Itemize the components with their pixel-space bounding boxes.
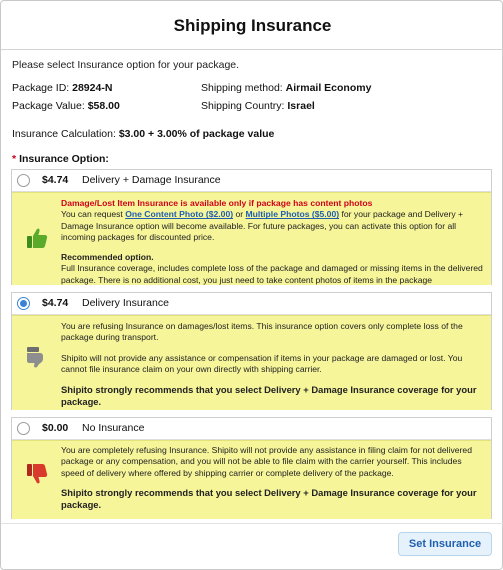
option-details — [12, 440, 491, 519]
intro-text: Please select Insurance option for your package. — [12, 59, 240, 71]
insurance-option-label: * Insurance Option: — [12, 153, 109, 165]
option-price: $0.00 — [42, 422, 69, 434]
shipping-method-label: Shipping method: — [201, 82, 283, 94]
recommendation-text: Shipito strongly recommends that you select Delivery + Damage Insurance coverage for your package. — [61, 486, 477, 510]
package-id-label: Package ID: — [12, 82, 70, 94]
recommended-title: Recommended option. — [61, 252, 154, 263]
multiple-photos-link[interactable]: Multiple Photos ($5.00) — [245, 209, 340, 220]
option-details — [12, 192, 491, 285]
package-value-label: Package Value: — [12, 100, 85, 112]
package-value-amount: $58.00 — [87, 100, 120, 112]
option-description — [61, 198, 484, 286]
thumbs-up-icon — [26, 227, 48, 249]
delivery-coverage-text: You are refusing Insurance on damages/lost items. This insurance option covers only complete loss of the package during transport. — [61, 321, 463, 343]
shipping-method — [201, 82, 371, 94]
content-photo-warning: Damage/Lost Item Insurance is available only if package has content photos — [61, 198, 373, 208]
one-content-photo-link[interactable]: One Content Photo ($2.00) — [125, 209, 234, 220]
radio-delivery[interactable] — [17, 297, 30, 310]
option-name: No Insurance — [82, 422, 145, 434]
required-marker: * — [12, 153, 17, 165]
calc-value: $3.00 + 3.00% of package value — [118, 128, 275, 140]
recommendation-text: Shipito strongly recommends that you select Delivery + Damage Insurance coverage for your package. — [61, 384, 477, 408]
option-description — [61, 321, 484, 408]
shipping-country — [201, 100, 315, 112]
insurance-calculation — [12, 128, 274, 140]
option-header[interactable] — [12, 293, 491, 315]
option-name: Delivery Insurance — [82, 297, 169, 309]
shipping-country-value: Israel — [287, 100, 315, 112]
thumbs-sideways-icon — [26, 346, 48, 368]
shipping-method-value: Airmail Economy — [285, 82, 372, 94]
package-id-value: 28924-N — [72, 82, 113, 94]
option-delivery[interactable] — [11, 292, 492, 410]
no-insurance-text: You are completely refusing Insurance. Shipito will not provide any assistance in filing claim for not delivered package or any compensation, and you will not be able to file claim with the carrier yourself. This includes speed of delivery where offered by shipping carrier or complete delivery of the package. — [61, 445, 472, 478]
option-delivery-damage[interactable] — [11, 169, 492, 285]
radio-delivery-damage[interactable] — [17, 174, 30, 187]
delivery-no-assistance-text: Shipito will not provide any assistance or compensation if items in your package are damaged or lost. You cannot file insurance claim on your own directly with shipping carrier. — [61, 352, 463, 374]
content-photo-request: You can request One Content Photo ($2.00) or Multiple Photos ($5.00) for your package and Delivery + Damage Insurance option will become available. For future packages, you can activate this option for all incoming packages for discounted price. — [61, 209, 464, 242]
radio-no-insurance[interactable] — [17, 422, 30, 435]
option-description — [61, 445, 484, 511]
dialog-title: Shipping Insurance — [173, 16, 332, 35]
calc-label: Insurance Calculation: — [12, 128, 116, 140]
package-id — [12, 82, 112, 94]
footer-divider — [1, 523, 503, 524]
thumbs-down-icon — [26, 463, 48, 485]
shipping-country-label: Shipping Country: — [201, 100, 285, 112]
option-no-insurance[interactable] — [11, 417, 492, 519]
option-price: $4.74 — [42, 297, 69, 309]
option-header[interactable] — [12, 170, 491, 192]
option-details — [12, 315, 491, 410]
option-header[interactable] — [12, 418, 491, 440]
title-divider — [1, 49, 503, 50]
option-price: $4.74 — [42, 174, 69, 186]
recommended-text: Full Insurance coverage, includes complete loss of the package and damaged or missing items in the delivered package. There is no additional cost, you just need to take content photos of items in the package — [61, 263, 483, 285]
set-insurance-button[interactable]: Set Insurance — [398, 532, 492, 556]
option-name: Delivery + Damage Insurance — [82, 174, 221, 186]
package-value — [12, 100, 120, 112]
